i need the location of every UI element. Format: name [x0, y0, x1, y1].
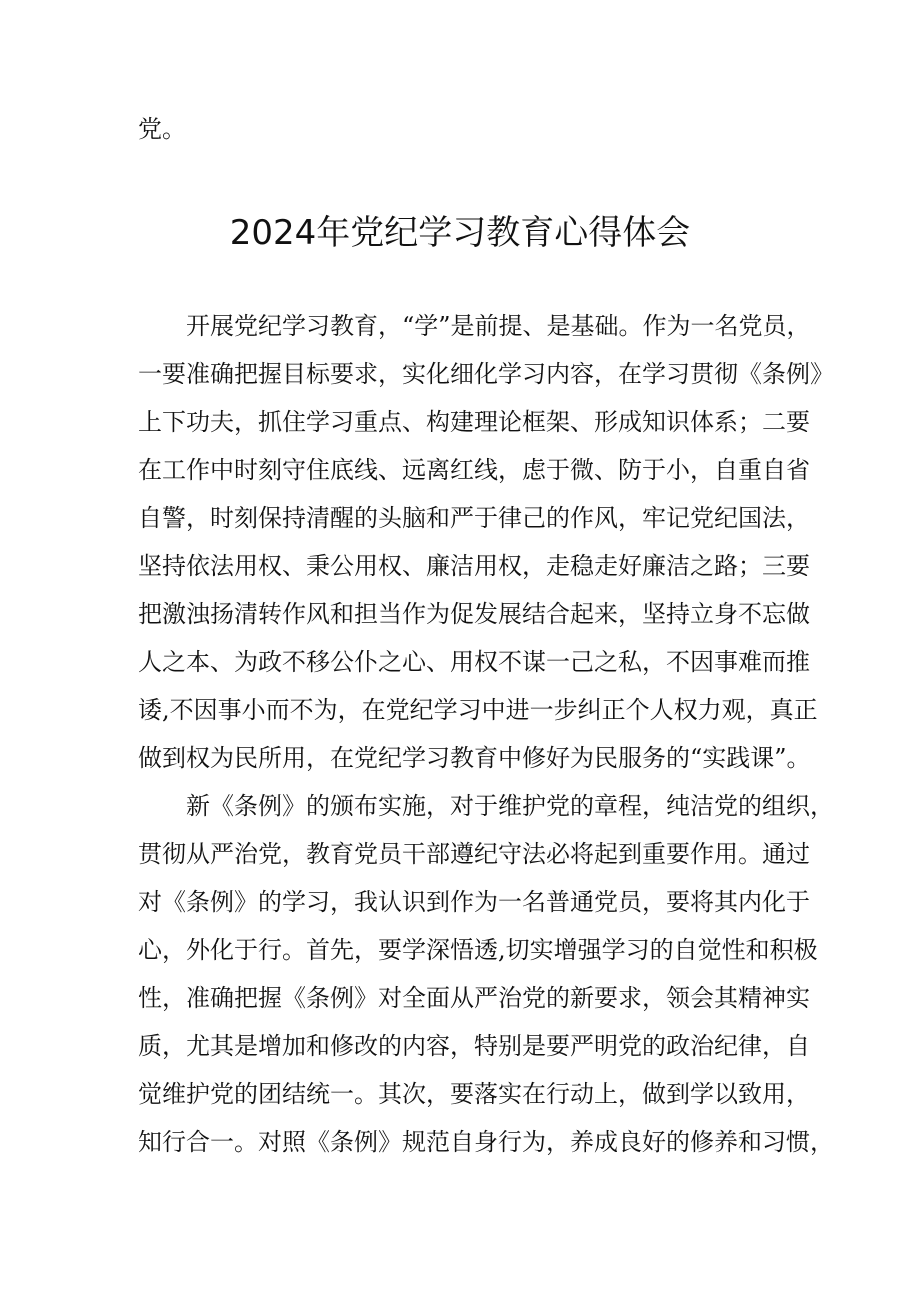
- paragraph-2-line-3: 对《条例》的学习，我认识到作为一名普通党员，要将其内化于: [138, 888, 810, 916]
- paragraph-1-line-10: 做到权为民所用，在党纪学习教育中修好为民服务的“实践课”。: [138, 744, 811, 772]
- paragraph-1-line-4: 在工作中时刻守住底线、远离红线，虑于微、防于小，自重自省: [138, 456, 810, 484]
- paragraph-2-line-5: 性，准确把握《条例》对全面从严治党的新要求，领会其精神实: [138, 984, 810, 1012]
- paragraph-1-line-7: 把激浊扬清转作风和担当作为促发展结合起来，坚持立身不忘做: [138, 600, 810, 628]
- paragraph-1-line-8: 人之本、为政不移公仆之心、用权不谋一己之私，不因事难而推: [138, 648, 810, 676]
- paragraph-2-line-6: 质，尤其是增加和修改的内容，特别是要严明党的政治纪律，自: [138, 1032, 810, 1060]
- paragraph-1-line-6: 坚持依法用权、秉公用权、廉洁用权，走稳走好廉洁之路；三要: [138, 552, 810, 580]
- carryover-text: 党。: [138, 115, 186, 143]
- paragraph-1-line-3: 上下功夫，抓住学习重点、构建理论框架、形成知识体系；二要: [138, 408, 810, 436]
- paragraph-1-line-5: 自警，时刻保持清醒的头脑和严于律己的作风，牢记党纪国法，: [138, 504, 810, 532]
- paragraph-2-line-2: 贯彻从严治党，教育党员干部遵纪守法必将起到重要作用。通过: [138, 840, 810, 868]
- paragraph-2-line-8: 知行合一。对照《条例》规范自身行为，养成良好的修养和习惯，: [138, 1128, 834, 1156]
- paragraph-2-line-7: 觉维护党的团结统一。其次，要落实在行动上，做到学以致用，: [138, 1080, 810, 1108]
- paragraph-1-line-2: 一要准确把握目标要求，实化细化学习内容，在学习贯彻《条例》: [138, 360, 834, 388]
- paragraph-1-line-1: 开展党纪学习教育，“学”是前提、是基础。作为一名党员，: [186, 312, 811, 340]
- document-title: 2024年党纪学习教育心得体会: [229, 213, 691, 253]
- paragraph-2-line-1: 新《条例》的颁布实施，对于维护党的章程，纯洁党的组织，: [186, 792, 834, 820]
- paragraph-2-line-4: 心，外化于行。首先，要学深悟透,切实增强学习的自觉性和积极: [138, 936, 818, 964]
- paragraph-1-line-9: 诿,不因事小而不为，在党纪学习中进一步纠正个人权力观，真正: [138, 696, 818, 724]
